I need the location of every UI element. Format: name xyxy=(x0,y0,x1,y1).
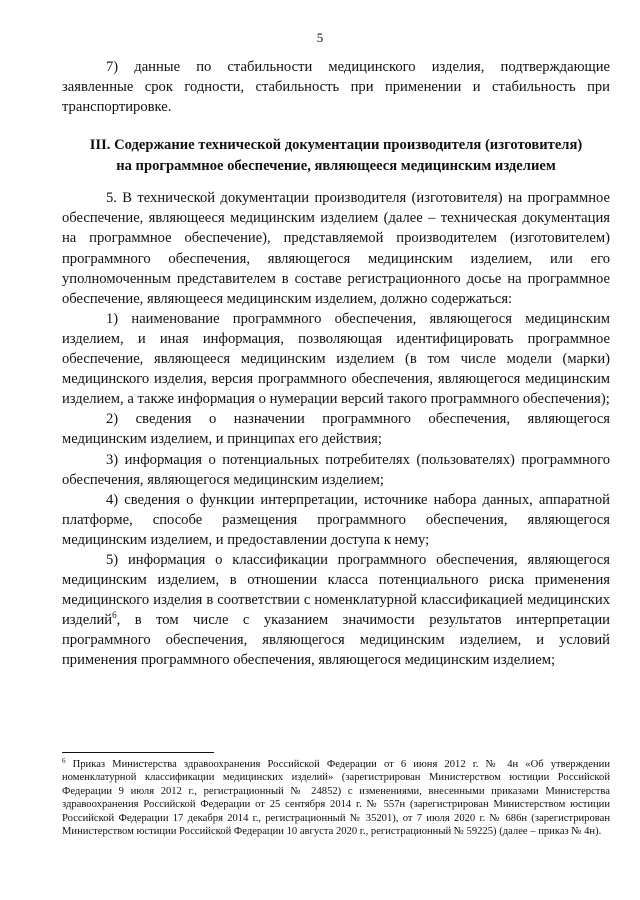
paragraph-subitem-5 xyxy=(62,550,610,671)
section-heading xyxy=(62,135,610,176)
paragraph-subitem-2: 2) сведения о назначении программного обеспечения, являющегося медицинским изделием, и принципах его действия; xyxy=(62,411,610,448)
section-heading-line-2: на программное обеспечение, являющееся медицинским изделием xyxy=(116,157,556,174)
page-number: 5 xyxy=(316,30,324,45)
paragraph-subitem-4: 4) сведения о функции интерпретации, источнике набора данных, аппаратной платформе, способе размещения программного обеспечения, являющегося медицинским изделием, и предоставлении доступа к нему; xyxy=(62,491,610,548)
footnote-text: Приказ Министерства здравоохранения Российской Федерации от 6 июня 2012 г. № 4н «Об утверждении номенклатурной классификации медицинских изделий» (зарегистрирован Министерством юстиции Российской Федерации 9 июля 2012 г., регистрационный № 24852) с изменениями, внесенными приказами Министерства здравоохранения Российской Федерации от 25 сентября 2014 г. № 557н (зарегистрирован Министерством юстиции Российской Федерации 17 декабря 2014 г., регистрационный № 35201), от 7 июля 2020 г. № 686н (зарегистрирован Министерством юстиции Российской Федерации 10 августа 2020 г., регистрационный № 59225) (далее – приказ № 4н). xyxy=(62,759,610,838)
footnote-separator xyxy=(62,752,214,753)
paragraph-subitem-1: 1) наименование программного обеспечения, являющегося медицинским изделием, и иная информация, позволяющая идентифицировать программное обеспечение, являющееся медицинским изделием (в том числе модели (марки) медицинского изделия, версия программного обеспечения, являющегося медицинским изделием, а также информация о нумерации версий такого программного обеспечения); xyxy=(62,310,610,408)
document-body xyxy=(62,57,610,671)
section-heading-line-1: III. Содержание технической документации производителя (изготовителя) xyxy=(89,137,583,154)
paragraph-item-5-intro: 5. В технической документации производителя (изготовителя) на программное обеспечение, являющееся медицинским изделием (далее – техническая документация на программное обеспечение), представляемой производителем (изготовителем) программного обеспечения, являющегося медицинским изделием, или его уполномоченным представителем в составе регистрационного досье на программное обеспечение, являющееся медицинским изделием, должно содержаться: xyxy=(62,190,610,307)
paragraph-item-7: 7) данные по стабильности медицинского изделия, подтверждающие заявленные срок годности, стабильность при применении и стабильность при транспортировке. xyxy=(62,59,610,116)
footnote-mark: 6 xyxy=(62,757,66,765)
footnote-reference-mark: 6 xyxy=(112,610,117,621)
subitem-5-text-part-1: 5) информация о классификации программного обеспечения, являющегося медицинским изделием, в отношении класса потенциального риска применения медицинского изделия в соответствии с номенклатурной классификацией медицинских изделий xyxy=(62,551,610,629)
paragraph-subitem-3: 3) информация о потенциальных потребителях (пользователях) программного обеспечения, являющегося медицинским изделием; xyxy=(62,451,610,488)
subitem-5-text-part-2: , в том числе с указанием значимости результатов интерпретации программного обеспечения, являющегося медицинским изделием, и условий применения программного обеспечения, являющегося медицинским изделием; xyxy=(62,612,610,669)
footnote xyxy=(62,758,610,838)
